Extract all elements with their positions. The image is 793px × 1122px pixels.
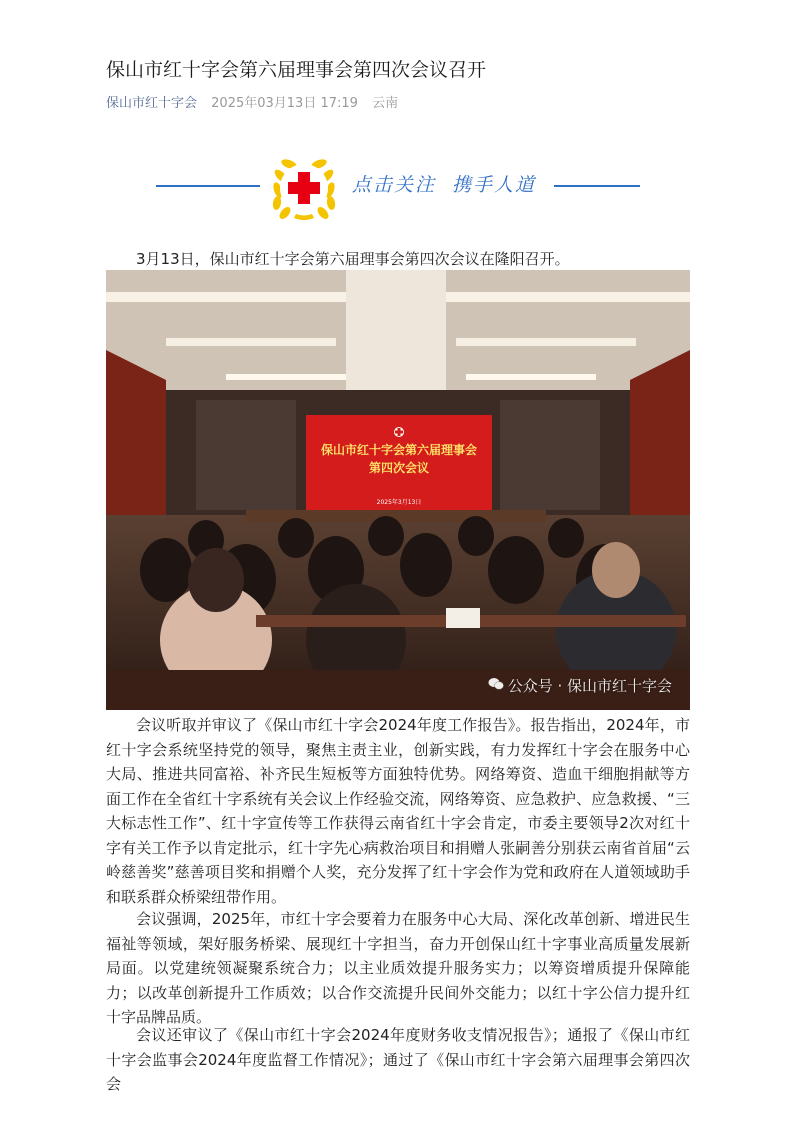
meeting-photo[interactable]	[106, 270, 690, 710]
paragraph-emphasis: 会议强调，2025年，市红十字会要着力在服务中心大局、深化改革创新、增进民生福祉等领域，架好服务桥梁、展现红十字担当，奋力开创保山红十字事业高质量发展新局面。以党建统领凝聚系统合力；以主业质效提升服务实力；以筹资增质提升保障能力；以改革创新提升工作质效；以合作交流提升民间外交能力；以红十字公信力提升红十字品牌品质。	[106, 910, 690, 1026]
account-name-link[interactable]: 保山市红十字会	[106, 96, 198, 111]
meeting-photo-image	[106, 270, 690, 710]
watermark-text: 公众号 · 保山市红十字会	[507, 677, 672, 695]
paragraph-intro: 3月13日，保山市红十字会第六届理事会第四次会议在隆阳召开。	[136, 250, 570, 268]
publish-date: 2025年03月13日 17:19	[211, 96, 358, 111]
red-cross-emblem-icon	[268, 150, 340, 222]
paragraph-report: 会议听取并审议了《保山市红十字会2024年度工作报告》。报告指出，2024年，市红十字会系统坚持党的领导，聚焦主责主业，创新实践，有力发挥红十字会在服务中心大局、推进共同富裕、补齐民生短板等方面独特优势。网络筹资、造血干细胞捐献等方面工作在全省红十字系统有关会议上作经验交流，网络筹资、应急救护、应急救援、“三大标志性工作”、红十字宣传等工作获得云南省红十字会肯定，市委主要领导2次对红十字有关工作予以肯定批示，红十字先心病救治项目和捐赠人张嗣善分别获云南省首届“云岭慈善奖”慈善项目奖和捐赠个人奖，充分发挥了红十字会作为党和政府在人道领域助手和联系群众桥梁纽带作用。	[106, 716, 690, 906]
screen-title-line2: 第四次会议	[368, 461, 430, 475]
publish-region: 云南	[372, 96, 399, 111]
banner-slogan	[352, 172, 536, 198]
banner-line-left	[156, 185, 260, 187]
follow-banner	[156, 148, 640, 224]
banner-line-right	[554, 185, 640, 187]
slogan-humanity: 携手人道	[452, 174, 537, 196]
screen-title-line1: 保山市红十字会第六届理事会	[320, 443, 478, 457]
article-title: 保山市红十字会第六届理事会第四次会议召开	[106, 59, 487, 81]
article-meta	[106, 95, 398, 113]
paragraph-review: 会议还审议了《保山市红十字会2024年度财务收支情况报告》；通报了《保山市红十字会监事会2024年度监督工作情况》；通过了《保山市红十字会第六届理事会第四次会	[106, 1026, 690, 1093]
watermark	[488, 675, 672, 696]
wechat-icon	[488, 677, 504, 691]
screen-date: 2025年3月13日	[376, 499, 422, 506]
slogan-follow: 点击关注	[352, 174, 437, 196]
